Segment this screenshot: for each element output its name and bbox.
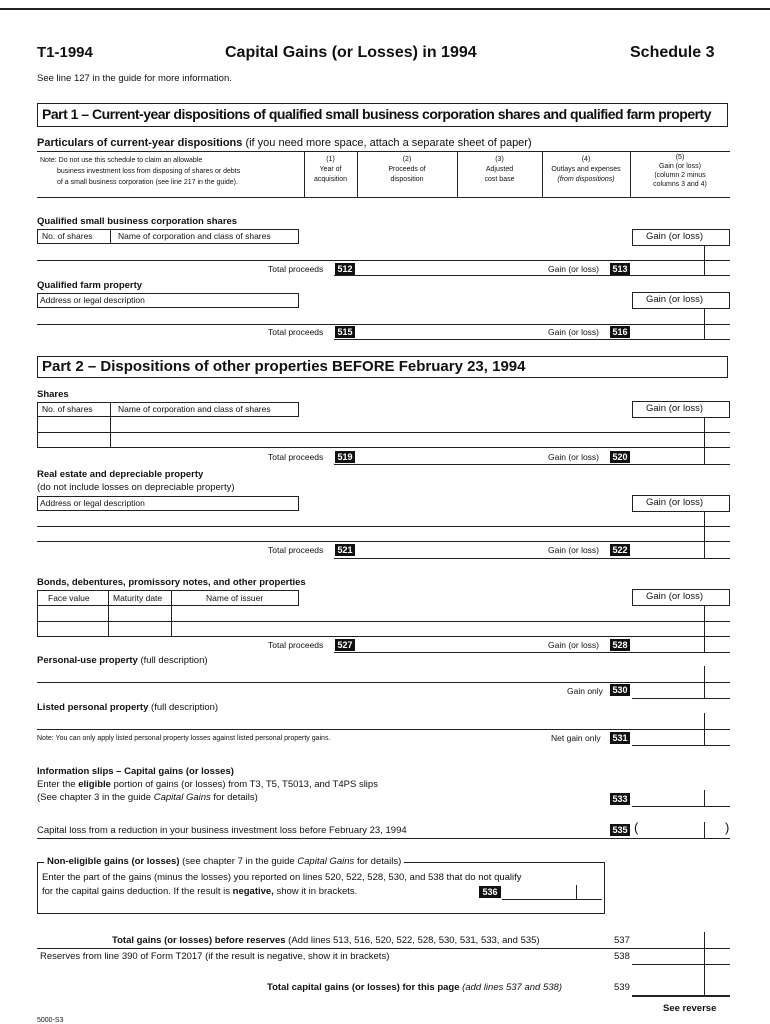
line-528: 528 [610,639,630,651]
line-530: 530 [610,684,630,696]
qsbc-title: Qualified small business corporation shares [37,216,238,227]
line-531: 531 [610,732,630,744]
particulars-rest: (if you need more space, attach a separate sheet of paper) [245,137,532,149]
line-539: 539 [614,982,630,993]
footer-form-code: 5000-S3 [37,1017,64,1024]
real-title: Real estate and depreciable property [37,469,204,480]
particulars-heading [37,137,532,149]
noneligible-line2: for the capital gains deduction. If the result is negative, show it in brackets. [42,886,358,897]
gain-loss-header-3: Gain (or loss) [646,403,704,414]
reserves-text: Reserves from line 390 of Form T2017 (if the result is negative, show it in brackets) [40,951,390,962]
line-536: 536 [479,886,501,898]
line-515: 515 [335,326,355,338]
total-proceeds-512-label: Total proceeds [268,264,324,274]
see-line-note: See line 127 in the guide for more information. [37,73,232,84]
listed-note: Note: You can only apply listed personal property losses against listed personal property gains. [37,735,331,742]
col4-header: (4) Outlays and expenses (from dispositions) [551,156,621,183]
farm-col: Address or legal description [40,295,145,305]
page-title: Capital Gains (or Losses) in 1994 [225,44,477,61]
col1-header: (1) Year of acquisition [313,156,348,183]
line-513: 513 [610,263,630,275]
real-col: Address or legal description [40,498,145,508]
gain-loss-header-2: Gain (or loss) [646,294,704,305]
shares-col2: Name of corporation and class of shares [118,404,271,414]
col3-header: (3) Adjusted cost base [484,156,515,183]
part2-title: Part 2 – Dispositions of other properties BEFORE February 23, 1994 [42,358,526,375]
open-paren-535: ( [634,820,639,835]
col2-header: (2) Proceeds of disposition [388,156,426,183]
line-538: 538 [614,951,630,962]
col-header-top [37,151,730,152]
line-521: 521 [335,544,355,556]
part1-note: Note: Do not use this schedule to claim an allowable business investment loss from disposing of shares or debts of a small business corporation (see line 217 in the guide). [40,157,241,186]
listed-heading: Listed personal property (full description) [37,702,219,713]
line-537: 537 [614,935,630,946]
form-code: T1-1994 [37,44,93,61]
info-line2: (See chapter 3 in the guide Capital Gains for details) [37,792,258,803]
line-520: 520 [610,451,630,463]
gain-only-label: Gain only [567,686,603,696]
noneligible-title: Non-eligible gains (or losses) (see chapter 7 in the guide Capital Gains for details) [44,856,404,867]
gain-loss-520-label: Gain (or loss) [548,452,600,462]
shares-title: Shares [37,389,69,400]
real-sub: (do not include losses on depreciable property) [37,482,235,493]
close-paren-535: ) [725,820,730,835]
bonds-col3: Name of issuer [206,593,264,603]
bonds-col1: Face value [48,593,90,603]
bonds-title: Bonds, debentures, promissory notes, and other properties [37,577,306,588]
noneligible-line1: Enter the part of the gains (minus the losses) you reported on lines 520, 522, 528, 530, and 538 that do not qualify [42,872,522,883]
personal-heading: Personal-use property (full description) [37,655,208,666]
gain-loss-header-4: Gain (or loss) [646,497,704,508]
gain-loss-522-label: Gain (or loss) [548,545,600,555]
top-rule [0,8,770,10]
bonds-col2: Maturity date [113,593,163,603]
net-gain-only-label: Net gain only [551,733,601,743]
part1-title: Part 1 – Current-year dispositions of qualified small business corporation shares and qualified farm property [42,106,712,122]
line-519: 519 [335,451,355,463]
gain-loss-513-label: Gain (or loss) [548,264,600,274]
schedule-label: Schedule 3 [630,44,715,61]
line-522: 522 [610,544,630,556]
gain-loss-516-label: Gain (or loss) [548,327,600,337]
particulars-bold: Particulars of current-year dispositions [37,137,243,149]
col-header-bottom [37,197,730,198]
info-title: Information slips – Capital gains (or losses) [37,766,234,777]
total-proceeds-515-label: Total proceeds [268,327,324,337]
farm-title: Qualified farm property [37,280,143,291]
total-proceeds-527-label: Total proceeds [268,640,324,650]
line-512: 512 [335,263,355,275]
total-proceeds-519-label: Total proceeds [268,452,324,462]
shares-col1: No. of shares [42,404,93,414]
qsbc-col1: No. of shares [42,231,93,241]
cap-loss-text: Capital loss from a reduction in your business investment loss before February 23, 1994 [37,825,407,836]
total-this-page: Total capital gains (or losses) for this page (add lines 537 and 538) [267,982,562,993]
gain-loss-528-label: Gain (or loss) [548,640,600,650]
qsbc-col2: Name of corporation and class of shares [118,231,271,241]
line-516: 516 [610,326,630,338]
see-reverse: See reverse [663,1003,717,1014]
line-527: 527 [335,639,355,651]
gain-loss-header-1: Gain (or loss) [646,231,704,242]
line-533: 533 [610,793,630,805]
info-line1: Enter the eligible portion of gains (or losses) from T3, T5, T5013, and T4PS slips [37,779,378,790]
gain-loss-header-5: Gain (or loss) [646,591,704,602]
total-before-reserves: Total gains (or losses) before reserves (Add lines 513, 516, 520, 522, 528, 530, 531, 533, and 535) [112,935,540,946]
line-535: 535 [610,824,630,836]
total-proceeds-521-label: Total proceeds [268,545,324,555]
col5-header: (5) Gain (or loss) (column 2 minus columns 3 and 4) [653,154,707,188]
